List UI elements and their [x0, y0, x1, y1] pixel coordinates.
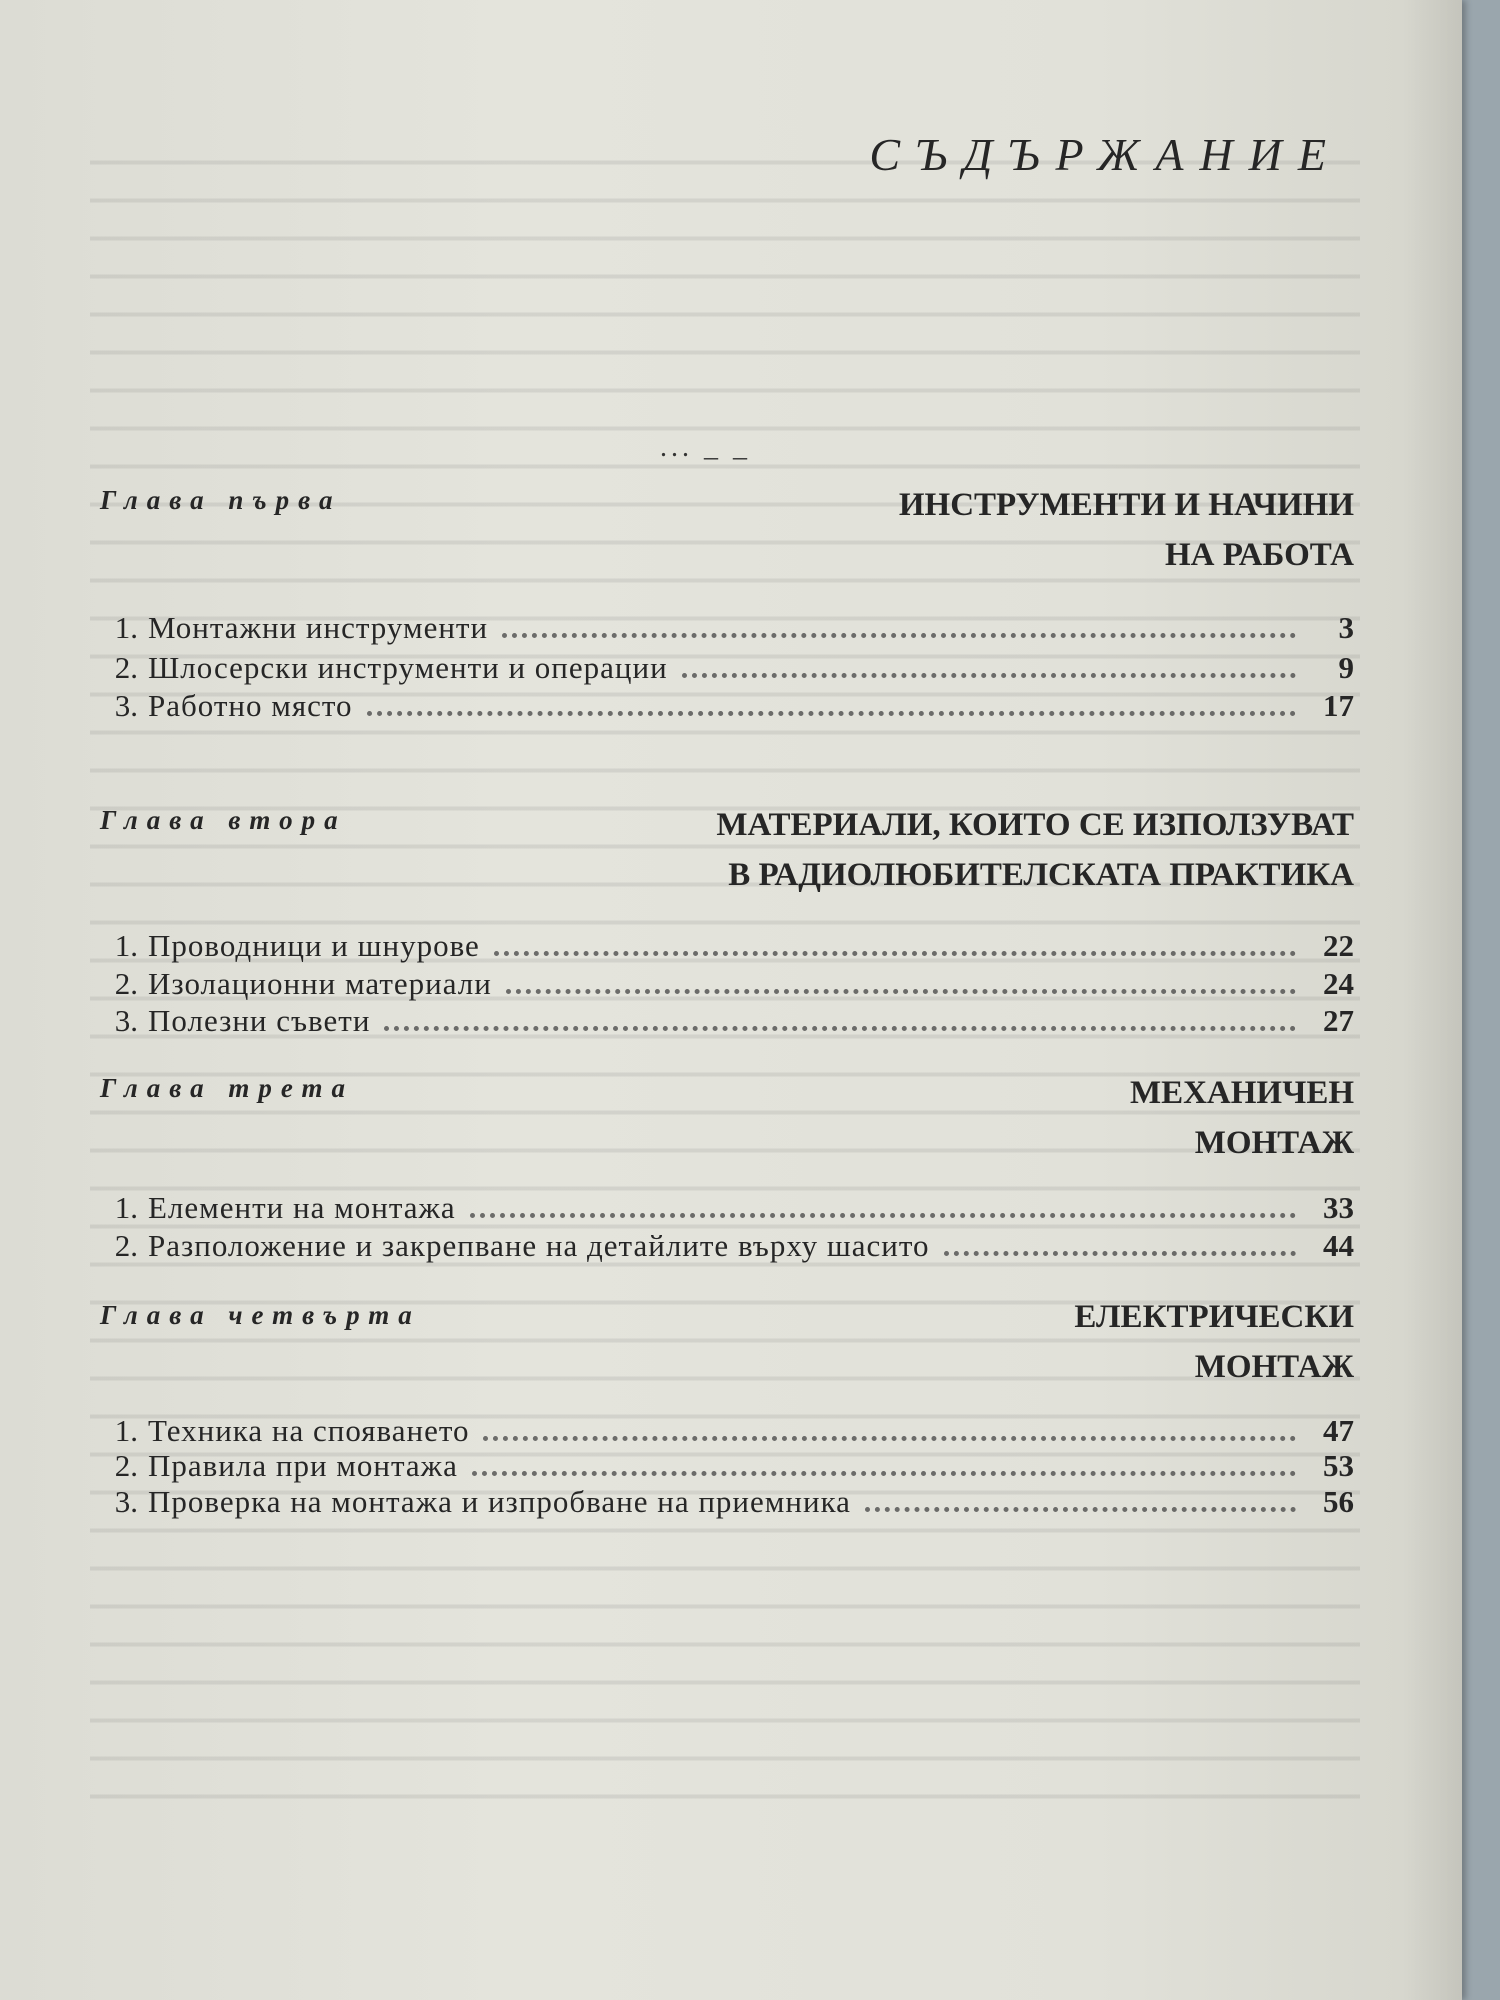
chapter-1-title: ИНСТРУМЕНТИ И НАЧИНИ НА РАБОТА: [898, 487, 1354, 573]
toc-entry[interactable]: [98, 1228, 1354, 1264]
ornament-mark: ... _ _: [660, 432, 751, 463]
entry-title: Техника на спояването: [148, 1413, 470, 1448]
chapter-4-label: Глава четвърта: [100, 1300, 421, 1330]
chapter-3-label: Глава трета: [100, 1073, 354, 1103]
entry-page-number: 3: [1338, 610, 1354, 645]
entry-number: 3.: [114, 1003, 138, 1038]
contents-title: СЪДЪРЖАНИЕ: [869, 129, 1342, 180]
entry-title: Проводници и шнурове: [148, 928, 480, 963]
chapter-1-label: Глава първа: [100, 485, 342, 515]
entry-title: Елементи на монтажа: [148, 1190, 456, 1225]
toc-entry[interactable]: [98, 1448, 1354, 1484]
toc-entry[interactable]: [98, 1003, 1354, 1039]
toc-entry[interactable]: [98, 1413, 1354, 1449]
entry-page-number: 47: [1323, 1413, 1354, 1448]
chapter-4-title: ЕЛЕКТРИЧЕСКИ МОНТАЖ: [1074, 1299, 1354, 1385]
dot-leader: [367, 711, 1296, 716]
chapter-2-title: МАТЕРИАЛИ, КОИТО СЕ ИЗПОЛЗУВАТ В РАДИОЛЮБИТЕЛСКАТА ПРАКТИКА: [716, 807, 1354, 893]
dot-leader: [682, 673, 1296, 678]
dot-leader: [470, 1213, 1296, 1218]
entry-number: 1.: [114, 928, 138, 963]
chapter-2-label: Глава втора: [100, 805, 347, 835]
toc-entry[interactable]: [98, 688, 1354, 724]
toc-entry[interactable]: [98, 610, 1354, 646]
entry-title: Полезни съвети: [148, 1003, 371, 1038]
entry-page-number: 33: [1323, 1190, 1354, 1225]
entry-page-number: 27: [1323, 1003, 1354, 1038]
entry-number: 1.: [114, 610, 138, 645]
entry-number: 3.: [114, 1484, 138, 1519]
entry-title: Работно място: [148, 688, 353, 723]
entry-number: 3.: [114, 688, 138, 723]
dot-leader: [944, 1251, 1296, 1256]
toc-entry[interactable]: [98, 650, 1354, 686]
dot-leader: [502, 633, 1296, 638]
dot-leader: [494, 951, 1296, 956]
entry-page-number: 56: [1323, 1484, 1354, 1519]
entry-number: 1.: [114, 1413, 138, 1448]
toc-entry[interactable]: [98, 1484, 1354, 1520]
entry-title: Шлосерски инструменти и операции: [148, 650, 668, 685]
entry-page-number: 44: [1323, 1228, 1354, 1263]
entry-page-number: 17: [1323, 688, 1354, 723]
entry-title: Монтажни инструменти: [148, 610, 489, 645]
entry-title: Разположение и закрепване на детайлите върху шасито: [148, 1228, 930, 1263]
dot-leader: [384, 1026, 1296, 1031]
entry-page-number: 22: [1323, 928, 1354, 963]
page-edge-shadow: [1402, 0, 1462, 2000]
dot-leader: [472, 1471, 1296, 1476]
toc-entry[interactable]: [98, 928, 1354, 964]
toc-entry[interactable]: [98, 966, 1354, 1002]
entry-title: Правила при монтажа: [148, 1448, 458, 1483]
dot-leader: [506, 989, 1296, 994]
entry-page-number: 24: [1323, 966, 1354, 1001]
dot-leader: [483, 1436, 1296, 1441]
entry-number: 2.: [114, 1448, 138, 1483]
chapter-3-title: МЕХАНИЧЕН МОНТАЖ: [1129, 1075, 1354, 1161]
entry-number: 2.: [114, 1228, 138, 1263]
dot-leader: [865, 1507, 1296, 1512]
entry-number: 2.: [114, 650, 138, 685]
entry-page-number: 9: [1338, 650, 1354, 685]
entry-title: Изолационни материали: [148, 966, 492, 1001]
entry-number: 1.: [114, 1190, 138, 1225]
entry-number: 2.: [114, 966, 138, 1001]
entry-title: Проверка на монтажа и изпробване на приемника: [148, 1484, 851, 1519]
toc-entry[interactable]: [98, 1190, 1354, 1226]
entry-page-number: 53: [1323, 1448, 1354, 1483]
